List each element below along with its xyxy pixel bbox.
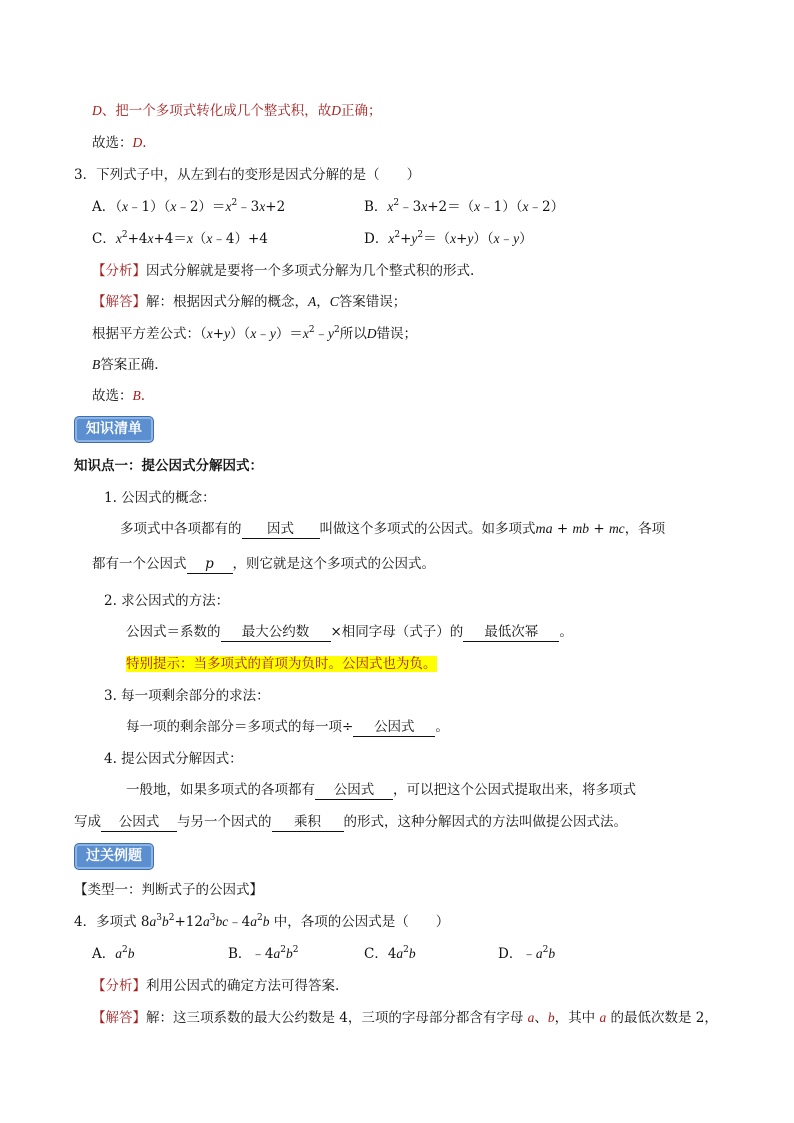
blank-answer: p bbox=[187, 555, 233, 574]
analysis-text: 利用公因式的确定方法可得答案. bbox=[146, 978, 340, 994]
answer-text: 错误； bbox=[376, 326, 418, 342]
blank-answer: 最大公约数 bbox=[221, 623, 331, 642]
q3-answer-line2: 根据平方差公式：$(x+y)(x﹣y)=x^2﹣y^2$所以D错误； bbox=[92, 325, 418, 342]
analysis-tag: 【分析】 bbox=[92, 263, 146, 279]
q3-choice: B bbox=[132, 388, 141, 403]
q3-option-a: A．$(x﹣1)(x﹣2)=x^2﹣3x+2$ bbox=[92, 198, 286, 215]
q4-option-b: B．$﹣4a^2b^2$ bbox=[228, 945, 299, 962]
text: 的形式，这种分解因式的方法叫做提公因式法。 bbox=[343, 814, 627, 830]
prev-choice: D bbox=[132, 135, 143, 150]
knowledge-point-title: 知识点一：提公因式分解因式： bbox=[74, 458, 263, 474]
text: ，可以把这个公因式提取出来，将多项式 bbox=[393, 782, 636, 798]
q4-option-a: A．$a^2b$ bbox=[92, 945, 135, 962]
item3-title: 3. 每一项剩余部分的求法： bbox=[104, 688, 270, 704]
section-badge-examples: 过关例题 bbox=[74, 843, 154, 870]
blank-answer: 最低次幂 bbox=[463, 623, 559, 642]
blank-answer: 公因式 bbox=[315, 781, 393, 800]
q3-option-c: C．$x^2+4x+4=x(x﹣4)+4$ bbox=[92, 230, 268, 247]
text: ×相同字母（式子）的 bbox=[330, 624, 464, 640]
choice-end: . bbox=[142, 135, 147, 151]
item1-title: 1. 公因式的概念： bbox=[104, 490, 216, 506]
prev-solution-line: D、把一个多项式转化成几个整式积，故D正确； bbox=[92, 103, 382, 119]
item3-formula bbox=[126, 717, 449, 737]
text: 叫做这个多项式的公因式。如多项式 bbox=[319, 521, 536, 537]
item4-title: 4. 提公因式分解因式： bbox=[104, 751, 243, 767]
item1-paragraph-line1: 多项式中各项都有的 因式 叫做这个多项式的公因式。如多项式ma + mb + mc，各项 bbox=[120, 521, 666, 537]
answer-tag: 【解答】 bbox=[92, 294, 146, 310]
blank-answer: 公因式 bbox=[353, 718, 435, 737]
text: 一般地，如果多项式的各项都有 bbox=[126, 782, 315, 798]
text: 写成 bbox=[74, 814, 101, 830]
text: 公因式＝系数的 bbox=[126, 624, 221, 640]
blank-answer: 乘积 bbox=[272, 813, 344, 832]
choice-prefix: 故选： bbox=[92, 388, 133, 404]
q3-option-b: B．$x^2﹣3x+2=(x﹣1)(x﹣2)$ bbox=[364, 198, 565, 215]
text: 每一项的剩余部分＝多项式的每一项÷ bbox=[126, 719, 354, 735]
prev-choice-line bbox=[92, 133, 147, 153]
q3-stem: 3．下列式子中，从左到右的变形是因式分解的是（ ） bbox=[74, 167, 421, 183]
q4-analysis bbox=[92, 976, 339, 996]
q3-choice-line bbox=[92, 386, 145, 406]
section-badge-knowledge: 知识清单 bbox=[74, 416, 154, 443]
analysis-tag: 【分析】 bbox=[92, 978, 146, 994]
blank-answer: 因式 bbox=[242, 520, 320, 539]
q4-answer: 【解答】解：这三项系数的最大公约数是 4，三项的字母部分都含有字母 a、b，其中 a 的最低次数是 2， bbox=[92, 1010, 718, 1026]
item2-formula bbox=[126, 622, 573, 642]
q4-option-d: D．$﹣a^2b$ bbox=[498, 945, 556, 962]
text: ，各项 bbox=[624, 521, 666, 537]
analysis-text: 因式分解就是要将一个多项式分解为几个整式积的形式. bbox=[146, 263, 475, 279]
q3-option-d: D．$x^2+y^2=(x+y)(x﹣y)$ bbox=[364, 230, 533, 247]
text: 。 bbox=[435, 719, 449, 735]
item4-paragraph-line2 bbox=[74, 812, 627, 832]
choice-prefix: 故选： bbox=[92, 135, 133, 151]
answer-text: 答案正确. bbox=[100, 357, 159, 373]
prev-solution-text: 、把一个多项式转化成几个整式积，故 bbox=[101, 103, 332, 119]
highlighted-tip: 特别提示：当多项式的首项为负时。公因式也为负。 bbox=[126, 656, 437, 672]
answer-text: 答案错误； bbox=[338, 294, 407, 310]
q4-stem: 4．多项式 $8a^3b^2+12a^3bc﹣4a^2b$ 中，各项的公因式是（ ） bbox=[74, 913, 450, 930]
q3-answer-line3: B答案正确. bbox=[92, 357, 159, 373]
answer-tag: 【解答】 bbox=[92, 1010, 146, 1026]
q4-option-c: C．$4a^2b$ bbox=[364, 945, 416, 962]
item1-paragraph-line2 bbox=[92, 554, 435, 574]
prev-solution-end: 正确； bbox=[341, 103, 382, 119]
item4-paragraph-line1 bbox=[126, 780, 636, 800]
text: 多项式中各项都有的 bbox=[120, 521, 242, 537]
q3-analysis bbox=[92, 261, 474, 281]
blank-answer: 公因式 bbox=[101, 813, 177, 832]
text: 。 bbox=[559, 624, 573, 640]
text: 与另一个因式的 bbox=[177, 814, 272, 830]
type1-heading: 【类型一：判断式子的公因式】 bbox=[74, 882, 263, 898]
item2-title: 2. 求公因式的方法： bbox=[104, 593, 230, 609]
choice-end: . bbox=[140, 388, 146, 404]
q3-answer-line1: 【解答】解：根据因式分解的概念，A，C答案错误； bbox=[92, 294, 407, 310]
text: ，则它就是这个多项式的公因式。 bbox=[232, 556, 435, 572]
text: 都有一个公因式 bbox=[92, 556, 187, 572]
answer-text: 解：根据因式分解的概念， bbox=[146, 294, 308, 310]
item2-tip bbox=[126, 654, 437, 674]
